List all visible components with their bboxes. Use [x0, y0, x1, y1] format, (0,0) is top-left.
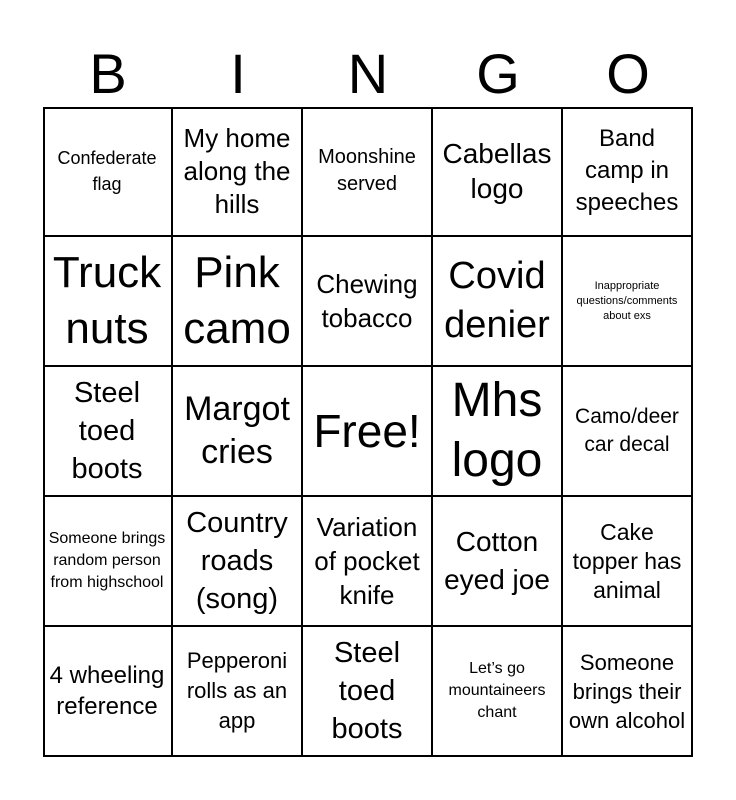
cell-text: Confederate flag	[57, 148, 157, 194]
cell-text: Truck nuts	[52, 248, 162, 353]
bingo-cell[interactable]	[563, 627, 693, 757]
bingo-cell[interactable]	[303, 107, 433, 237]
cell-text: Covid denier	[444, 255, 550, 346]
bingo-cell[interactable]	[433, 367, 563, 497]
bingo-cell[interactable]	[43, 107, 173, 237]
bingo-cell[interactable]	[173, 367, 303, 497]
header-letter-n: N	[347, 42, 389, 105]
bingo-cell[interactable]	[173, 627, 303, 757]
bingo-cell[interactable]	[563, 107, 693, 237]
bingo-cell[interactable]	[43, 627, 173, 757]
cell-text: Variation of pocket knife	[314, 512, 420, 610]
bingo-cell[interactable]	[563, 367, 693, 497]
bingo-cell[interactable]	[43, 497, 173, 627]
bingo-cell[interactable]	[173, 497, 303, 627]
bingo-cell[interactable]	[303, 627, 433, 757]
bingo-cell[interactable]	[433, 107, 563, 237]
cell-text: Let’s go mountaineers chant	[448, 660, 546, 721]
cell-text: Moonshine served	[318, 146, 416, 195]
cell-text: Steel toed boots	[71, 377, 143, 485]
header-letter-g: G	[476, 42, 520, 105]
bingo-cell[interactable]	[43, 367, 173, 497]
cell-text: Steel toed boots	[331, 637, 403, 745]
cell-text: Margot cries	[184, 390, 290, 471]
cell-text: Pink camo	[183, 248, 291, 353]
bingo-cell[interactable]	[433, 627, 563, 757]
bingo-cell[interactable]	[303, 497, 433, 627]
bingo-cell[interactable]	[43, 237, 173, 367]
cell-text: Chewing tobacco	[316, 269, 418, 333]
bingo-grid	[43, 107, 693, 757]
cell-text: Inappropriate questions/comments about exs	[576, 279, 678, 322]
cell-text: Band camp in speeches	[575, 125, 679, 216]
bingo-cell[interactable]	[303, 237, 433, 367]
cell-text: My home along the hills	[183, 122, 291, 219]
bingo-cell[interactable]	[173, 107, 303, 237]
cell-text: Someone brings their own alcohol	[568, 649, 686, 733]
bingo-cell[interactable]	[433, 497, 563, 627]
cell-text: Someone brings random person from highschool	[48, 530, 166, 591]
cell-text: Mhs logo	[451, 374, 543, 487]
bingo-cell[interactable]	[563, 237, 693, 367]
bingo-cell[interactable]	[173, 237, 303, 367]
cell-text: Country roads (song)	[186, 507, 288, 615]
cell-text: Pepperoni rolls as an app	[186, 648, 288, 733]
header-letter-o: O	[606, 42, 650, 105]
cell-text: Cotton eyed joe	[444, 526, 550, 595]
header-letter-b: B	[89, 42, 127, 105]
cell-text: 4 wheeling reference	[49, 662, 165, 720]
cell-text: Cabellas logo	[442, 138, 552, 204]
bingo-cell[interactable]	[563, 497, 693, 627]
bingo-cell[interactable]	[433, 237, 563, 367]
cell-text: Camo/deer car decal	[575, 405, 679, 456]
free-space: Free!	[313, 405, 421, 457]
cell-text: Cake topper has animal	[572, 518, 682, 603]
header-letter-i: I	[230, 42, 246, 105]
bingo-cell[interactable]	[303, 367, 433, 497]
bingo-header	[43, 40, 693, 108]
